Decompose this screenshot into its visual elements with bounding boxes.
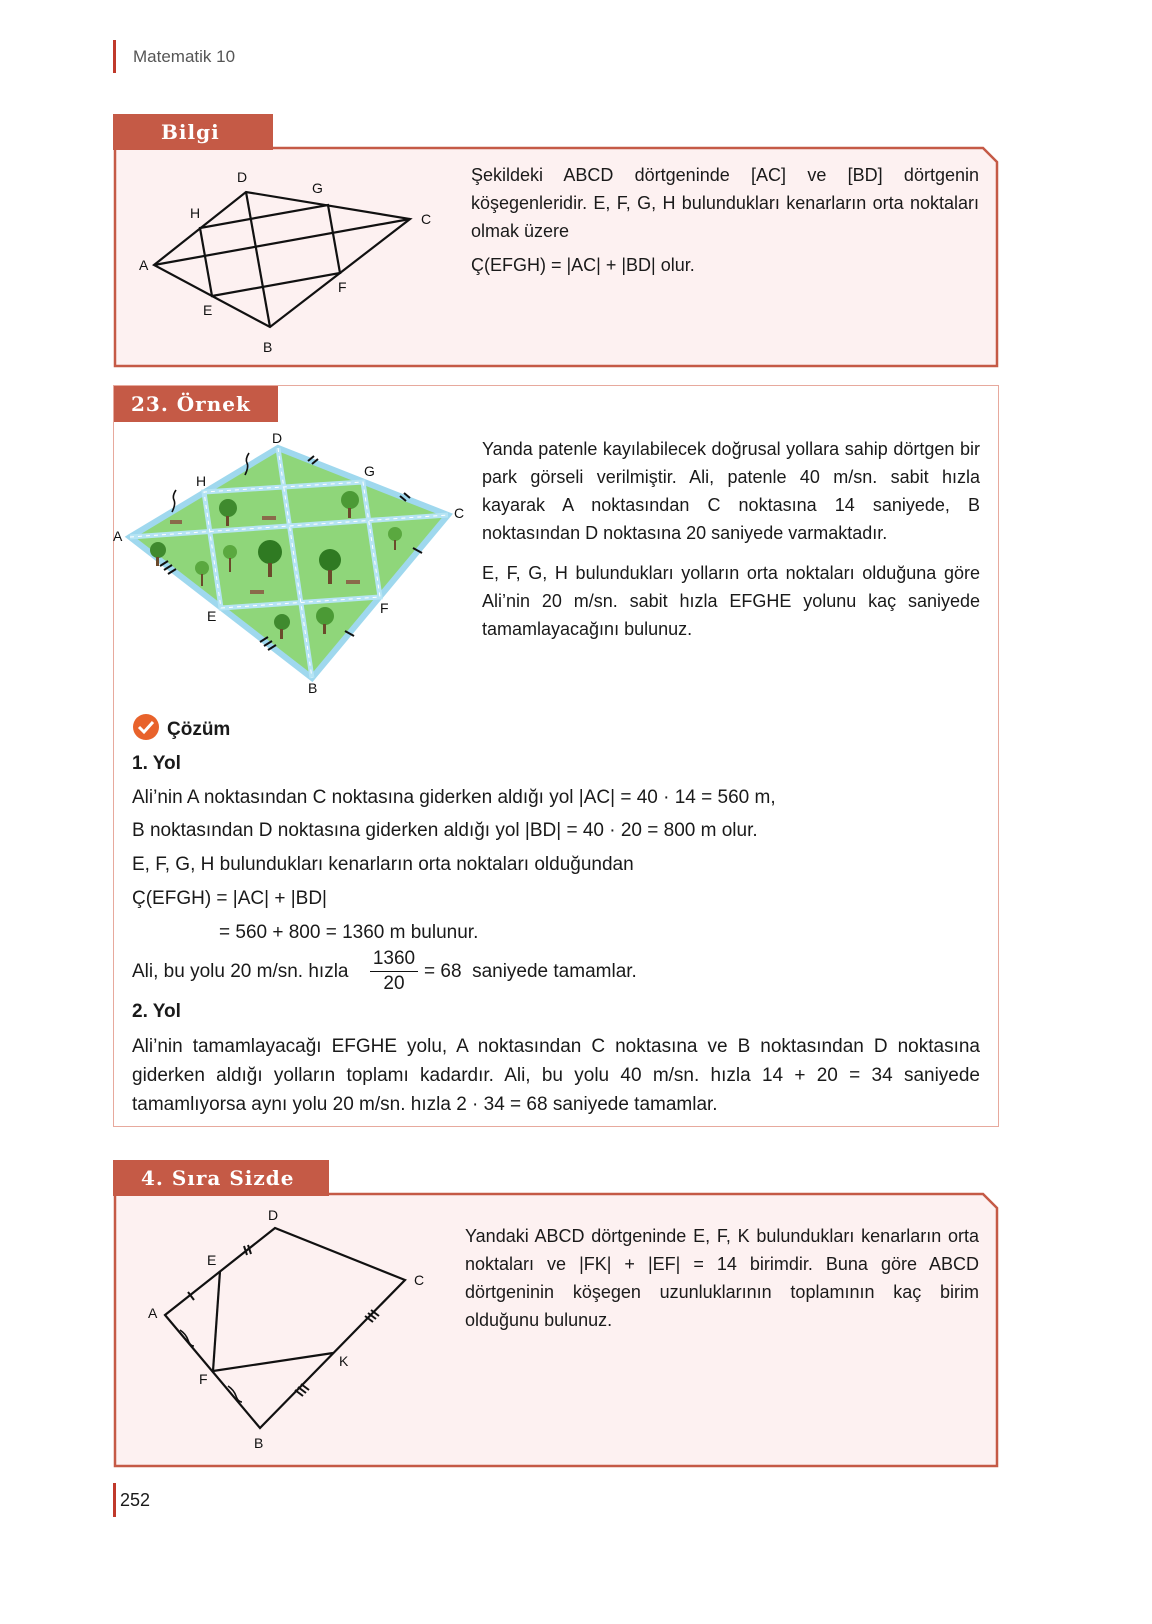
yol1-line-3: E, F, G, H bulundukları kenarların orta noktaları olduğundan bbox=[132, 854, 634, 875]
sira-point-f: F bbox=[199, 1371, 208, 1387]
sira-point-b: B bbox=[254, 1435, 264, 1451]
bilgi-point-a: A bbox=[139, 257, 149, 273]
park-point-e: E bbox=[207, 608, 217, 624]
bilgi-formula: Ç(EFGH) = |AC| + |BD| olur. bbox=[471, 255, 695, 275]
check-icon bbox=[132, 713, 160, 741]
fraction-prefix: Ali, bu yolu 20 m/sn. hızla bbox=[132, 961, 349, 982]
park-diagram bbox=[110, 430, 470, 700]
ornek-paragraph-2: E, F, G, H bulundukları yolların orta noktaları olduğuna göre Ali’nin 20 m/sn. sabit hızla EFGHE yolunu kaç saniyede tamamlayacağını bulunuz. bbox=[482, 563, 980, 639]
fraction-denominator: 20 bbox=[383, 973, 405, 994]
fraction bbox=[368, 948, 420, 995]
bilgi-point-c: C bbox=[421, 211, 432, 227]
footer-bar bbox=[113, 1483, 116, 1517]
yol2-text: Ali’nin tamamlayacağı EFGHE yolu, A noktasından C noktasına ve B noktasından D noktasına giderken aldığı yolların toplamı kadardır. Ali, bu yolu 40 m/sn. hızla 14 + 20 = 34 saniyede tamamlıyorsa aynı yolu 20 m/sn. hızla 2 · 34 = 68 saniyede tamamlar. bbox=[132, 1036, 980, 1115]
park-point-c: C bbox=[454, 505, 465, 521]
sira-tab-label: 4. Sıra Sizde bbox=[141, 1166, 295, 1190]
bilgi-point-g: G bbox=[312, 180, 323, 196]
yol1-line-5: = 560 + 800 = 1360 m bulunur. bbox=[219, 922, 479, 943]
sira-point-c: C bbox=[414, 1272, 425, 1288]
fraction-suffix: = 68 saniyede tamamlar. bbox=[424, 961, 637, 982]
park-point-h: H bbox=[196, 473, 207, 489]
sira-point-a: A bbox=[148, 1305, 158, 1321]
park-point-g: G bbox=[364, 463, 375, 479]
bilgi-text: Şekildeki ABCD dörtgeninde [AC] ve [BD] dörtgenin köşegenleridir. E, F, G, H bulundukları kenarların orta noktaları olmak üzere bbox=[471, 165, 979, 241]
bilgi-point-h: H bbox=[190, 205, 201, 221]
sira-text: Yandaki ABCD dörtgeninde E, F, K bulundukları kenarların orta noktaları ve |FK| + |EF| = 14 birimdir. Buna göre ABCD dörtgeninin köşegen uzunluklarının toplamının kaç birim olduğunu bulunuz. bbox=[465, 1226, 979, 1330]
park-point-a: A bbox=[113, 528, 123, 544]
park-point-b: B bbox=[308, 680, 318, 696]
yol1-label: 1. Yol bbox=[132, 753, 181, 774]
fraction-bar bbox=[370, 971, 418, 972]
ornek-paragraph-1: Yanda patenle kayılabilecek doğrusal yollara sahip dörtgen bir park görseli verilmiştir. Ali, patenle 40 m/sn. sabit hızla kayarak A noktasından C noktasına 14 saniyede, B noktasından D noktasına 20 saniyede varmaktadır. bbox=[482, 439, 980, 543]
book-title: Matematik 10 bbox=[133, 47, 236, 66]
bilgi-tab-label: Bilgi bbox=[161, 120, 220, 144]
bilgi-diagram bbox=[130, 160, 440, 360]
page-number: 252 bbox=[120, 1490, 151, 1510]
bilgi-point-e: E bbox=[203, 302, 213, 318]
bilgi-point-f: F bbox=[338, 279, 347, 295]
ornek-tab-label: 23. Örnek bbox=[131, 392, 251, 416]
header-bar bbox=[113, 40, 116, 73]
fraction-numerator: 1360 bbox=[372, 948, 416, 969]
yol1-line-1: Ali’nin A noktasından C noktasına giderken aldığı yol |AC| = 40 · 14 = 560 m, bbox=[132, 787, 776, 808]
ornek-tab bbox=[114, 386, 278, 422]
bilgi-tab bbox=[113, 114, 273, 150]
sira-tab bbox=[113, 1160, 329, 1196]
sira-point-e: E bbox=[207, 1252, 217, 1268]
sira-point-d: D bbox=[268, 1207, 279, 1223]
yol1-line-4: Ç(EFGH) = |AC| + |BD| bbox=[132, 888, 327, 909]
yol1-line-2: B noktasından D noktasına giderken aldığı yol |BD| = 40 · 20 = 800 m olur. bbox=[132, 820, 758, 841]
cozum-label: Çözüm bbox=[167, 719, 231, 740]
park-point-f: F bbox=[380, 600, 389, 616]
bilgi-point-b: B bbox=[263, 339, 273, 355]
bilgi-point-d: D bbox=[237, 169, 248, 185]
yol2-label: 2. Yol bbox=[132, 1001, 181, 1022]
sira-point-k: K bbox=[339, 1353, 349, 1369]
sira-diagram bbox=[140, 1200, 440, 1460]
park-point-d: D bbox=[272, 430, 283, 446]
